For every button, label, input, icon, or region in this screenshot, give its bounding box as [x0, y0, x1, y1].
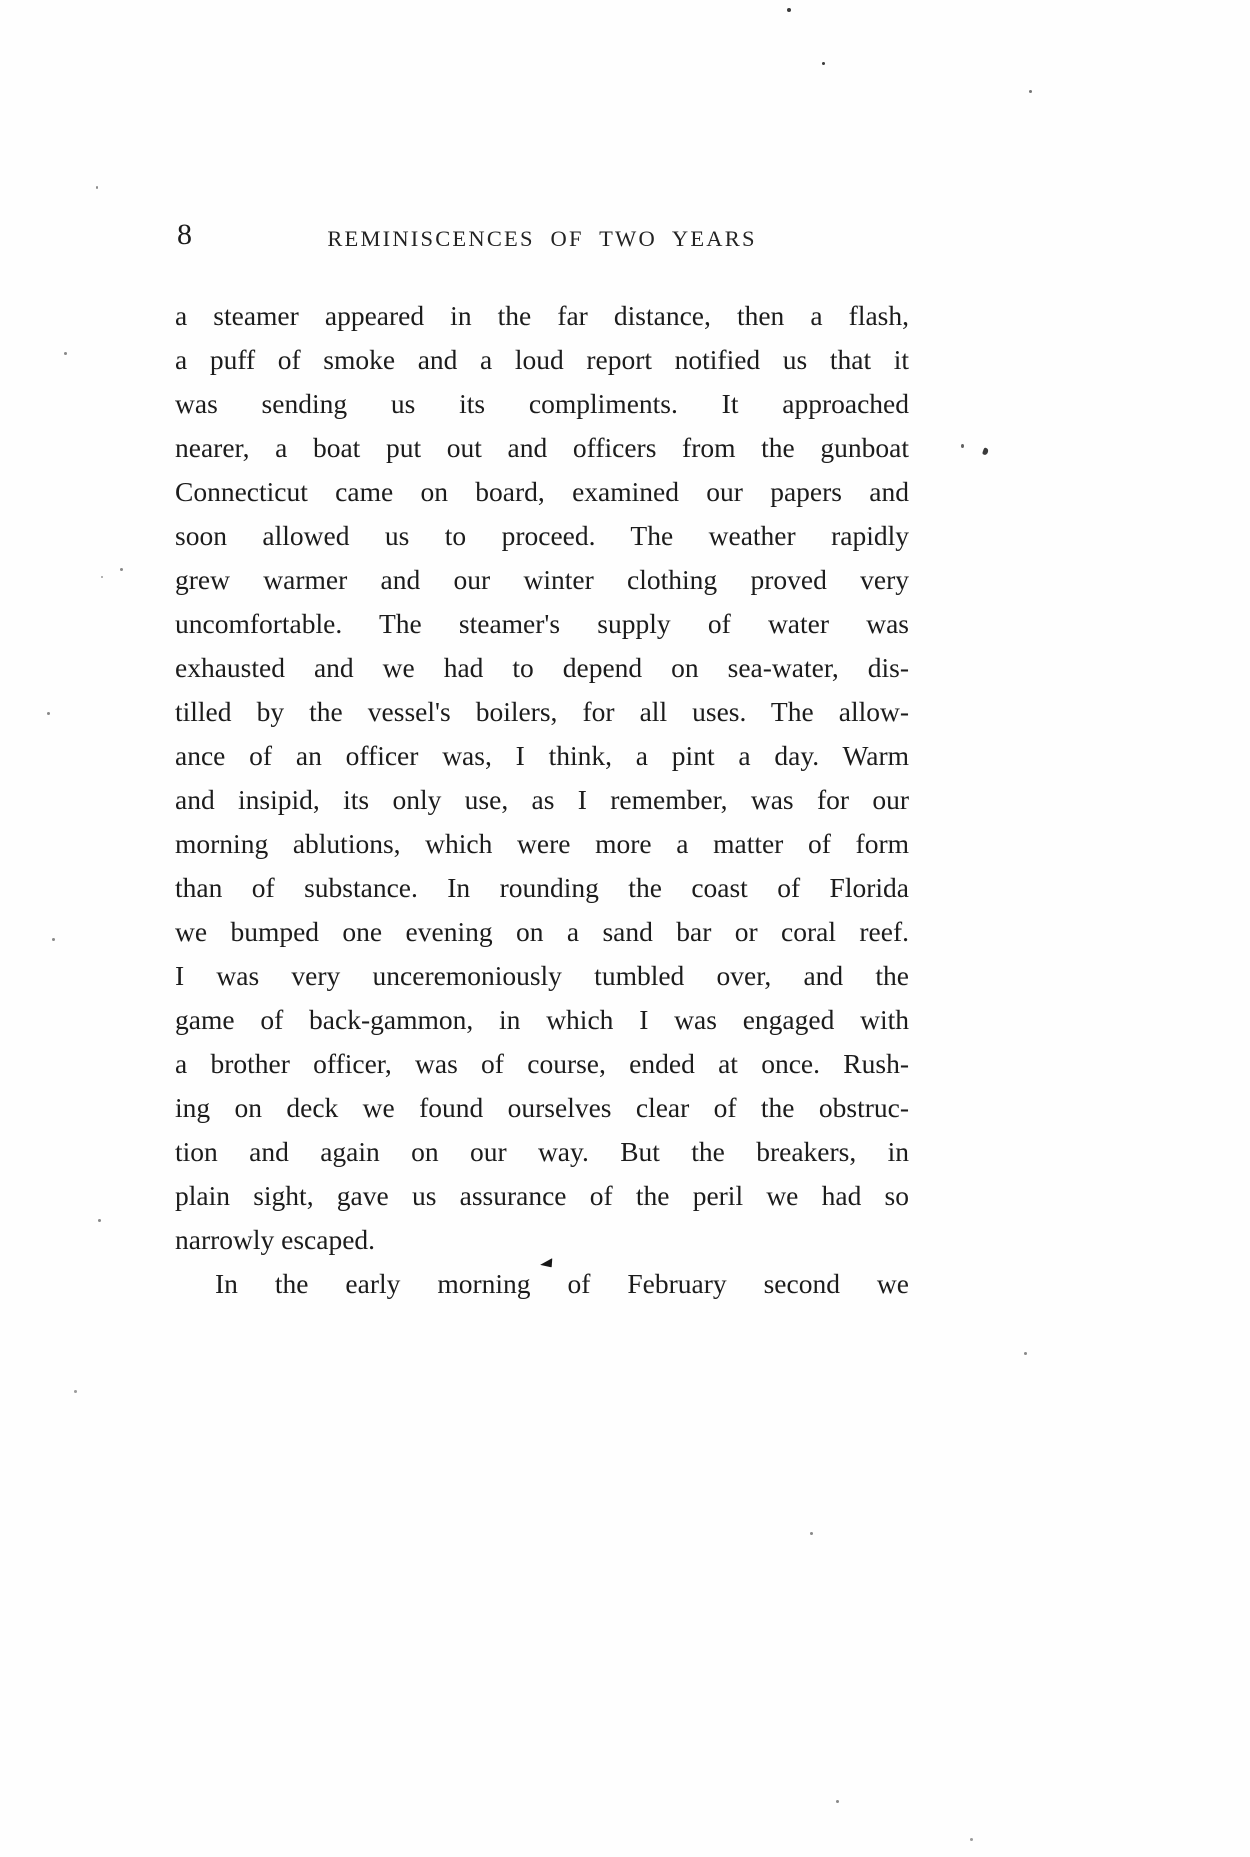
- text-line: game of back-gammon, in which I was engaged with: [175, 1004, 909, 1035]
- text-column: [175, 218, 909, 1306]
- text-line: ing on deck we found ourselves clear of the obstruc-: [175, 1092, 909, 1123]
- scan-speck: [810, 1532, 813, 1535]
- scan-speck: [836, 1800, 839, 1803]
- body-text: [175, 294, 909, 1306]
- text-line: was sending us its compliments. It approached: [175, 388, 909, 419]
- text-line: narrowly escaped.: [175, 1224, 376, 1255]
- running-title: REMINISCENCES OF TWO YEARS: [327, 226, 757, 251]
- scan-speck: [52, 938, 55, 941]
- text-line: we bumped one evening on a sand bar or coral reef.: [175, 916, 909, 947]
- text-line: tilled by the vessel's boilers, for all uses. The allow-: [175, 696, 909, 727]
- text-line: tion and again on our way. But the breakers, in: [175, 1136, 909, 1167]
- scan-speck: [64, 352, 67, 355]
- text-line: uncomfortable. The steamer's supply of water was: [175, 608, 909, 639]
- scan-speck: [74, 1390, 77, 1393]
- page-header: [175, 218, 909, 266]
- scan-speck: [96, 186, 98, 189]
- page-number: 8: [177, 218, 192, 251]
- scan-speck: [787, 8, 791, 12]
- text-line: nearer, a boat put out and officers from the gunboat: [175, 432, 909, 463]
- scan-speck: [101, 576, 103, 578]
- scan-speck: [1029, 90, 1032, 93]
- text-line: a steamer appeared in the far distance, then a flash,: [175, 300, 909, 331]
- text-line: a puff of smoke and a loud report notified us that it: [175, 344, 909, 375]
- scan-speck: [982, 447, 989, 455]
- scan-speck: [47, 712, 50, 715]
- scan-speck: [120, 568, 123, 571]
- scan-speck: [1024, 1352, 1027, 1355]
- scan-speck: [822, 62, 825, 65]
- text-line: Connecticut came on board, examined our papers and: [175, 476, 909, 507]
- scan-speck: [961, 444, 964, 448]
- text-line: and insipid, its only use, as I remember, was for our: [175, 784, 909, 815]
- text-line: ance of an officer was, I think, a pint a day. Warm: [175, 740, 909, 771]
- text-line: morning ablutions, which were more a matter of form: [175, 828, 909, 859]
- text-line: a brother officer, was of course, ended at once. Rush-: [175, 1048, 909, 1079]
- text-line: grew warmer and our winter clothing proved very: [175, 564, 909, 595]
- text-line: exhausted and we had to depend on sea-water, dis-: [175, 652, 909, 683]
- scan-speck: [970, 1838, 973, 1841]
- text-line: plain sight, gave us assurance of the peril we had so: [175, 1180, 909, 1211]
- scan-speck: [98, 1219, 101, 1222]
- text-line: than of substance. In rounding the coast of Florida: [175, 872, 909, 903]
- text-line: soon allowed us to proceed. The weather rapidly: [175, 520, 909, 551]
- text-line: I was very unceremoniously tumbled over, and the: [175, 960, 909, 991]
- text-line: In the early morning of February second we: [215, 1268, 909, 1299]
